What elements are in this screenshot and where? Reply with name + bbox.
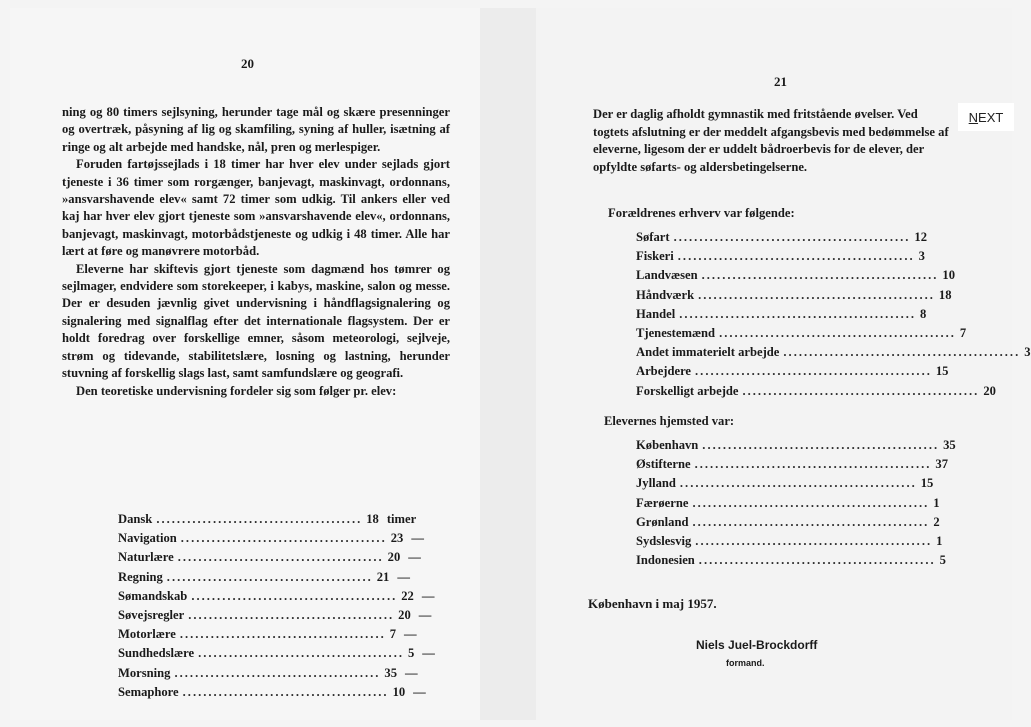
paragraph: Der er daglig afholdt gymnastik med fritstående øvelser. Ved togtets afslutning er der meddelt afgangsbevis med bedømmelse af eleverne, ligesom der er uddelt bådroerbevis for de elever, der opfyldte søfarts- og aldersbetingelserne. — [593, 107, 949, 174]
subject-hours: 7 — [389, 627, 397, 642]
leader-dots: .............................................. — [702, 438, 940, 452]
leader-dots: .............................................. — [694, 457, 932, 472]
list-item — [636, 474, 934, 493]
occupation-name: Andet immaterielt arbejde — [636, 345, 780, 360]
list-item — [636, 551, 946, 570]
list-item — [636, 286, 952, 305]
page-number: 21 — [774, 74, 787, 89]
hometowns-list — [636, 436, 956, 570]
leader-dots: .............................................. — [692, 495, 930, 510]
hometown-count: 37 — [935, 457, 948, 472]
paragraph: ning og 80 timers sejlsyning, herunder tage mål og skære presenninger og overtræk, påsyning af lig og skamfiling, syning af huller, isætning af ringe og alt arbejde med handske, nål, pren og merlespiger. — [62, 105, 450, 154]
subject-hours: 21 — [376, 569, 390, 584]
subject-unit: — — [408, 550, 421, 565]
subject-name: Søvejsregler — [118, 608, 185, 623]
subject-unit: — — [421, 588, 435, 603]
subject-name: Motorlære — [118, 627, 176, 642]
list-item — [636, 436, 956, 455]
leader-dots: .............................................. — [679, 306, 917, 321]
subject-unit: — — [397, 569, 410, 584]
occupation-count: 10 — [942, 268, 956, 283]
list-item — [636, 343, 1031, 362]
leader-dots: ........................................ — [166, 569, 373, 584]
left-body-text — [62, 104, 450, 400]
list-item — [636, 382, 996, 401]
subject-unit: timer — [386, 512, 417, 526]
list-item — [636, 266, 956, 285]
table-row — [118, 625, 417, 644]
leader-dots: ........................................ — [182, 684, 389, 699]
table-row — [118, 606, 432, 625]
occupation-name: Tjenestemænd — [636, 326, 716, 341]
hometown-name: Indonesien — [636, 553, 695, 568]
occupation-count: 18 — [938, 287, 952, 302]
leader-dots: .............................................. — [692, 514, 930, 529]
leader-dots: .............................................. — [679, 476, 917, 491]
occupation-count: 20 — [983, 383, 996, 398]
list-item — [636, 324, 967, 343]
hometown-count: 5 — [939, 553, 946, 568]
subject-hours: 20 — [398, 608, 411, 623]
hometown-count: 1 — [933, 495, 940, 510]
paragraph: Den teoretiske undervisning fordeler sig som følger pr. elev: — [76, 383, 397, 398]
leader-dots: .............................................. — [698, 553, 936, 568]
hometown-name: Grønland — [636, 514, 689, 529]
hometown-name: Østifterne — [636, 457, 691, 472]
leader-dots: .............................................. — [742, 383, 980, 398]
hometown-count: 2 — [933, 514, 940, 529]
subject-hours: 18 — [366, 512, 379, 526]
occupation-count: 8 — [920, 306, 927, 321]
subject-unit: — — [418, 608, 432, 623]
subject-unit: — — [411, 531, 424, 546]
page-gutter — [480, 8, 536, 720]
list-item — [636, 532, 943, 551]
subject-unit: — — [405, 665, 418, 680]
hometown-name: Jylland — [636, 476, 676, 491]
table-row — [118, 664, 418, 683]
leader-dots: .............................................. — [783, 345, 1021, 360]
subject-hours: 23 — [390, 531, 404, 546]
leader-dots: ........................................ — [180, 531, 387, 546]
leader-dots: .............................................. — [673, 230, 911, 244]
leader-dots: ........................................ — [156, 512, 363, 526]
occupation-name: Landvæsen — [636, 268, 698, 283]
paragraph: Foruden fartøjssejlads i 18 timer har hver elev under sejlads gjort tjeneste i 36 timer som rorgænger, banjevagt, maskinvagt, ordonnans, »ansvarshavende elev« samt 72 timer som udkig. Til ankers eller ved kaj har hver elev gjort tjeneste som »ansvarshavende elev«, ordonnans, banjevagt, maskinvagt, motorbådstjeneste og udkig i 48 timer. Alle har lært at føre og manøvrere motorbåd. — [62, 157, 450, 259]
leader-dots: ........................................ — [177, 550, 384, 565]
table-row — [118, 587, 435, 606]
subject-name: Regning — [118, 569, 163, 584]
hometown-count: 1 — [936, 534, 943, 549]
list-item — [636, 228, 927, 247]
leader-dots: ........................................ — [198, 646, 404, 661]
subject-hours: 5 — [408, 646, 415, 661]
subject-name: Sundhedslære — [118, 646, 195, 661]
occupation-name: Arbejdere — [636, 364, 692, 379]
signature-name: Niels Juel-Brockdorff — [696, 638, 818, 652]
list-item — [636, 513, 940, 532]
subject-unit: — — [422, 646, 435, 661]
hometown-name: Færøerne — [636, 495, 689, 510]
subjects-table — [118, 510, 435, 702]
right-intro-text — [593, 106, 953, 176]
subject-name: Morsning — [118, 665, 171, 680]
subject-name: Navigation — [118, 531, 177, 546]
subject-unit: — — [413, 684, 426, 699]
subject-hours: 35 — [384, 665, 398, 680]
occupation-count: 7 — [959, 326, 967, 341]
leader-dots: ........................................ — [174, 665, 381, 680]
subject-name: Sømandskab — [118, 588, 188, 603]
occupation-name: Handel — [636, 306, 676, 321]
subject-name: Naturlære — [118, 550, 174, 565]
table-row — [118, 683, 426, 702]
subject-name: Semaphore — [118, 684, 179, 699]
leader-dots: ........................................ — [191, 588, 398, 603]
leader-dots: .............................................. — [695, 534, 933, 549]
subject-unit: — — [404, 627, 417, 642]
occupation-name: Søfart — [636, 230, 670, 244]
list-item — [636, 494, 940, 513]
leader-dots: ........................................ — [188, 608, 395, 623]
table-row — [118, 644, 435, 663]
hometown-name: Sydslesvig — [636, 534, 692, 549]
leader-dots: .............................................. — [698, 287, 935, 302]
hometown-count: 15 — [920, 476, 934, 491]
hometown-name: København — [636, 438, 699, 452]
occupation-name: Fiskeri — [636, 249, 674, 264]
next-label-rest: EXT — [978, 109, 1004, 125]
leader-dots: .............................................. — [719, 326, 956, 341]
occupation-count: 3 — [1024, 345, 1031, 360]
hometown-heading: Elevernes hjemsted var: — [604, 414, 735, 428]
list-item — [636, 455, 948, 474]
subject-hours: 20 — [387, 550, 401, 565]
table-row — [118, 568, 408, 587]
occupation-count: 3 — [918, 249, 925, 264]
subject-name: Dansk — [118, 512, 153, 526]
occupation-name: Forskelligt arbejde — [636, 383, 739, 398]
list-item — [636, 247, 925, 266]
table-row — [118, 510, 417, 529]
place-date: København i maj 1957. — [588, 596, 717, 611]
leader-dots: .............................................. — [677, 249, 915, 264]
list-item — [636, 362, 949, 381]
left-page — [10, 8, 480, 720]
leader-dots: .............................................. — [701, 268, 939, 283]
occupation-name: Håndværk — [636, 287, 695, 302]
table-row — [118, 548, 421, 567]
subject-hours: 22 — [401, 588, 414, 603]
occupations-list — [636, 228, 1031, 401]
paragraph: Eleverne har skiftevis gjort tjeneste som dagmænd hos tømrer og sejlmager, endvidere som storekeeper, i kabys, maskine, salon og messe. Der er desuden jævnlig givet undervisning i håndflagsignalering og signalering med signalflag efter det internationale flagsystem. Der er holdt foredrag over forskellige emner, såsom meteorologi, sejlveje, strøm og tidevande, stabilitetslære, losning og lastning, herunder stuvning af forskellig slags last, samt samfundslære og geografi. — [62, 261, 450, 381]
page-number: 20 — [241, 56, 254, 71]
signature-title: formand. — [726, 658, 765, 668]
next-label-accesskey: N — [968, 109, 979, 125]
right-page — [536, 8, 1031, 720]
occupation-count: 12 — [914, 230, 927, 244]
leader-dots: .............................................. — [695, 364, 932, 379]
list-item — [636, 305, 927, 324]
table-row — [118, 529, 424, 548]
next-button[interactable] — [958, 103, 1014, 131]
subject-hours: 10 — [392, 684, 406, 699]
hometown-count: 35 — [943, 438, 956, 452]
occupation-count: 15 — [935, 364, 949, 379]
occupations-heading: Forældrenes erhverv var følgende: — [608, 206, 795, 220]
leader-dots: ........................................ — [179, 627, 386, 642]
